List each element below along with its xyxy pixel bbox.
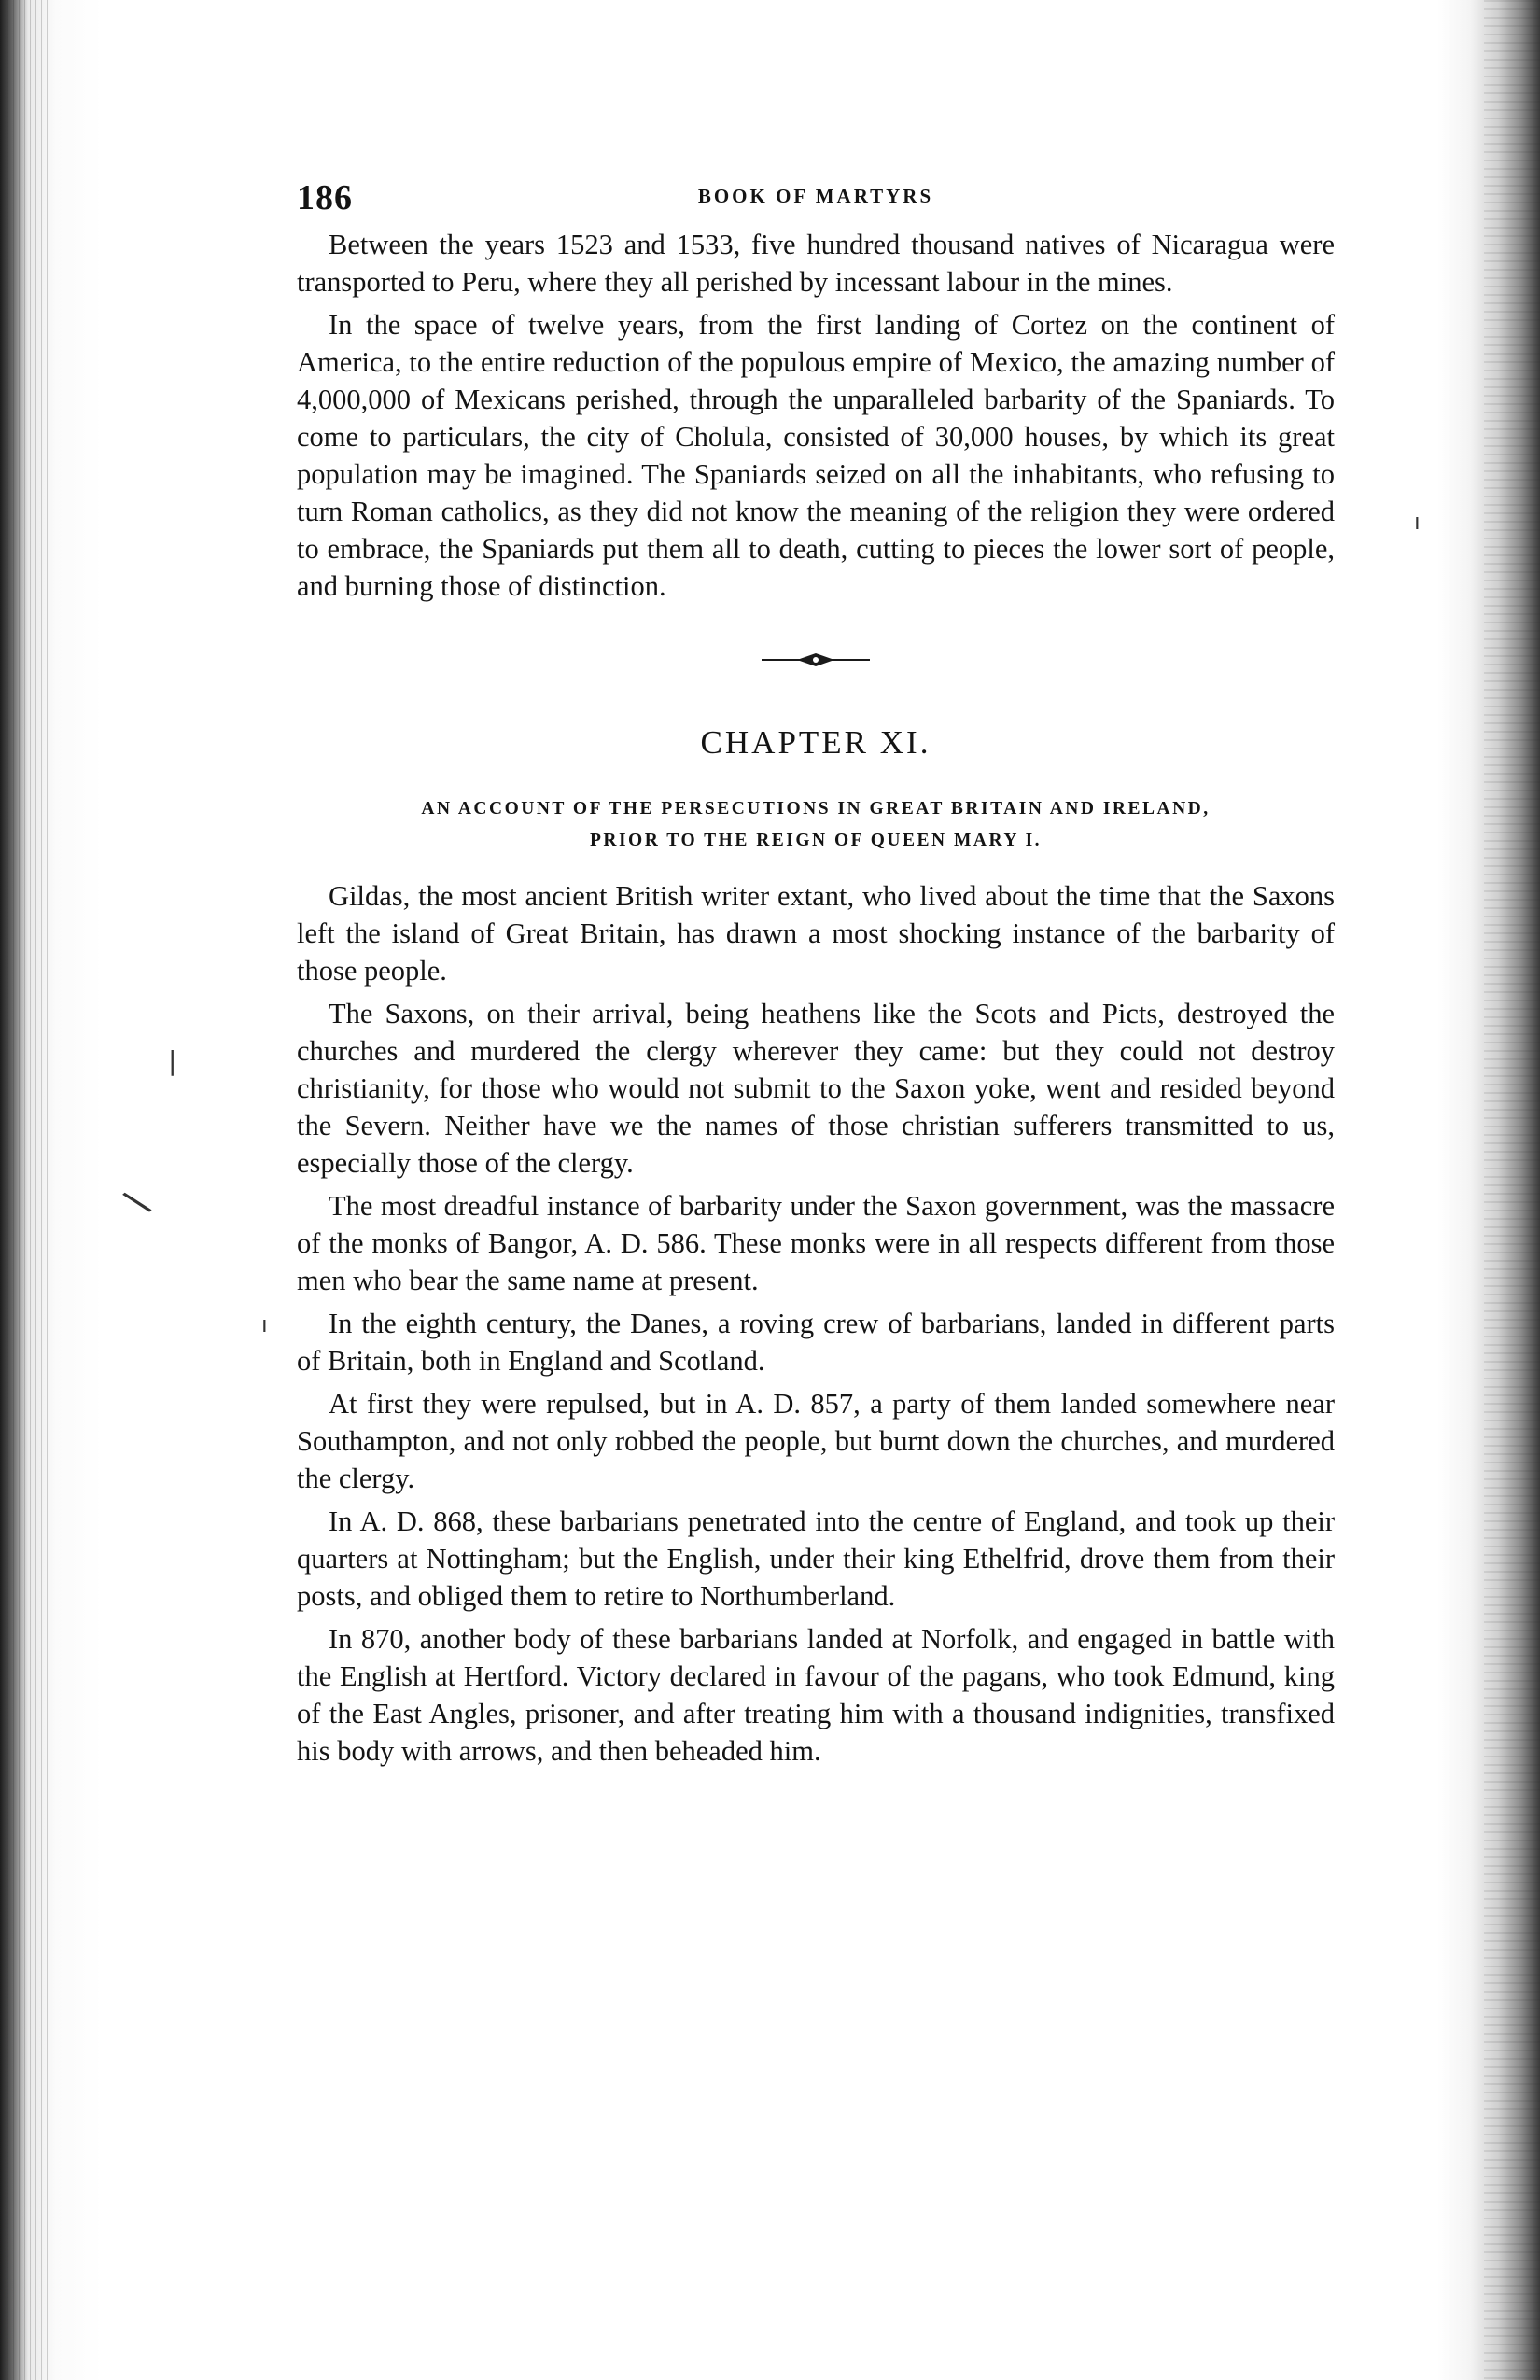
page-number: 186 [297, 178, 353, 217]
margin-mark: \ [118, 1182, 156, 1223]
chapter-paragraph-5: At first they were repulsed, but in A. D. 857, a party of them landed somewhere near Southampton, and not only robbed the people, but burnt down the churches, and murdered the clergy. [297, 1388, 1335, 1494]
book-gutter-shadow [7, 0, 52, 2380]
chapter-paragraph-7: In 870, another body of these barbarians landed at Norfolk, and engaged in battle with the English at Hertford. Victory declared in favour of the pagans, who took Edmund, king of the East Angles, prisoner, and after treating him with a thousand indignities, transfixed his body with arrows, and then beheaded him. [297, 1623, 1335, 1767]
page-content [297, 177, 1335, 1770]
intro-paragraph-2: In the space of twelve years, from the first landing of Cortez on the continent of America, to the entire reduction of the populous empire of Mexico, the amazing number of 4,000,000 of Mexicans perished, through the unparalleled barbarity of the Spaniards. To come to particulars, the city of Cholula, consisted of 30,000 houses, by which its great population may be imagined. The Spaniards seized on all the inhabitants, who refusing to turn Roman catholics, as they did not know the meaning of the religion they were ordered to embrace, the Spaniards put them all to death, cutting to pieces the lower sort of people, and burning those of distinction. [297, 309, 1335, 602]
chapter-subtitle-line-2: PRIOR TO THE REIGN OF QUEEN MARY I. [589, 831, 1043, 850]
margin-mark: ı [1414, 509, 1421, 535]
margin-mark: ı [261, 1311, 268, 1337]
chapter-title: CHAPTER XI. [700, 724, 931, 761]
margin-mark: | [168, 1045, 177, 1076]
page-edge-shadow [1484, 0, 1540, 2380]
chapter-paragraph-4: In the eighth century, the Danes, a roving crew of barbarians, landed in different parts of Britain, both in England and Scotland. [297, 1308, 1335, 1377]
chapter-paragraph-2: The Saxons, on their arrival, being heathens like the Scots and Picts, destroyed the churches and murdered the clergy wherever they came: but they could not destroy christianity, for those who would not submit to the Saxon yoke, went and resided beyond the Severn. Neither have we the names of those christian sufferers transmitted to us, especially those of the clergy. [297, 998, 1335, 1179]
intro-paragraph-1: Between the years 1523 and 1533, five hundred thousand natives of Nicaragua were transported to Peru, where they all perished by incessant labour in the mines. [297, 229, 1335, 298]
running-title: BOOK OF MARTYRS [697, 185, 934, 207]
chapter-paragraph-6: In A. D. 868, these barbarians penetrated into the centre of England, and took up their quarters at Nottingham; but the English, under their king Ethelfrid, drove them from their posts, and obliged them to retire to Northumberland. [297, 1505, 1335, 1612]
running-head [297, 177, 1335, 218]
chapter-paragraph-1: Gildas, the most ancient British writer extant, who lived about the time that the Saxons left the island of Great Britain, has drawn a most shocking instance of the barbarity of those people. [297, 880, 1335, 987]
chapter-paragraph-3: The most dreadful instance of barbarity under the Saxon government, was the massacre of the monks of Bangor, A. D. 586. These monks were in all respects different from those men who bear the same name at present. [297, 1190, 1335, 1296]
chapter-subtitle [297, 793, 1335, 857]
chapter-subtitle-line-1: AN ACCOUNT OF THE PERSECUTIONS IN GREAT BRITAIN AND IRELAND, [421, 799, 1211, 819]
section-divider-ornament [760, 650, 872, 670]
